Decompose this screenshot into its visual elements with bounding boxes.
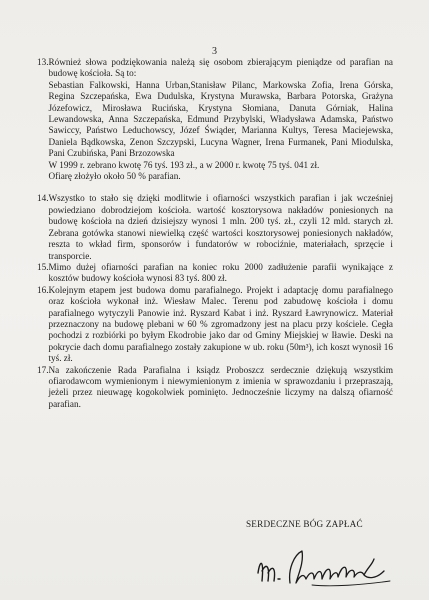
item-text: Mimo dużej ofiarności parafian na koniec roku 2000 zadłużenie parafii wynikające z kosztów budowy kościoła wynosi 83 tyś. 800 zł. <box>48 261 393 284</box>
item-number: 15. <box>37 261 49 272</box>
item-number: 17. <box>37 364 49 375</box>
item-text: Na zakończenie Rada Parafialna i ksiądz Proboszcz serdecznie dziękują wszystkim ofiarodawcom wymienionym i niewymienionym z imienia w sprawozdaniu i przepraszają, jeżeli przez nieuwagę kogokolwiek pominięto. Jednocześnie liczymy na dalszą ofiarność parafian. <box>48 364 393 409</box>
item-text: Również słowa podziękowania należą się osobom zbierającym pieniądze od parafian na budowę kościoła. Są to: Sebastian Falkowski, Hanna Urban,Stanisław Pilanc, Markowska Zofia, Irena Górska, Regina Szczepańska, Ewa Dudulska, Krystyna Murawska, Barbara Potorska, Grażyna Józefowicz, Mirosława Rucińska, Krystyna Słomiana, Danuta Górniak, Halina Lewandowska, Anna Szczepańska, Edmund Przybylski, Władysława Adamska, Państwo Sawiccy, Państwo Leduchowscy, Józef Świąder, Marianna Kultys, Teresa Maciejewska, Daniela Bądkowska, Zenon Szczypski, Lucyna Wagner, Irena Furmanek, Pani Miodulska, Pani Czubińska, Pani Brzozowska W 1999 r. zebrano kwotę 76 tyś. 193 zł., a w 2000 r. kwotę 75 tyś. 041 zł. Ofiarę złożyło około 50 % parafian. <box>48 57 393 182</box>
list-item <box>37 365 393 411</box>
list-item <box>37 57 393 182</box>
list-item <box>37 285 393 365</box>
item-number: 16. <box>37 284 49 295</box>
item-text: Wszystko to stało się dzięki modlitwie i ofiarności wszystkich parafian i jak wcześniej powiedziano dobrodziejom kościoła. wartość kosztorysowa nakładów poniesionych na budowę kościoła na dzień dzisiejszy wynosi 1 mln. 200 tyś. zł., czyli 12 mld. starych zł. Zebrana gotówka stanowi niewielką część wartości kosztorysowej poniesionych nakładów, reszta to wkład firm, sponsorów i fundatorów w robociźnie, materiałach, sprzęcie i transporcie. <box>48 193 393 261</box>
closing-text: SERDECZNE BÓG ZAPŁAĆ <box>246 519 363 529</box>
list-item <box>37 262 393 285</box>
item-number: 14. <box>37 193 49 204</box>
list-item <box>37 193 393 261</box>
item-text: Kolejnym etapem jest budowa domu parafialnego. Projekt i adaptację domu parafialnego oraz kościoła wykonał inż. Wiesław Malec. Terenu pod zabudowę kościoła i domu parafialnego wytyczyli Panowie inż. Ryszard Kabat i inż. Ryszard Ławrynowicz. Materiał przeznaczony na budowę plebani w 60 % zgromadzony jest na placu przy kościele. Cegła pochodzi z rozbiórki po byłym Ekodrobie jako dar od Gminy Miejskiej w Iławie. Deski na pokrycie dach domu parafialnego zostały zakupione w ub. roku (50m³), ich koszt wynosił 16 tyś. zł. <box>48 284 393 364</box>
document-body <box>37 57 393 410</box>
page-number: 3 <box>212 46 217 57</box>
handwritten-signature-icon <box>252 545 402 590</box>
item-number: 13. <box>37 57 49 67</box>
